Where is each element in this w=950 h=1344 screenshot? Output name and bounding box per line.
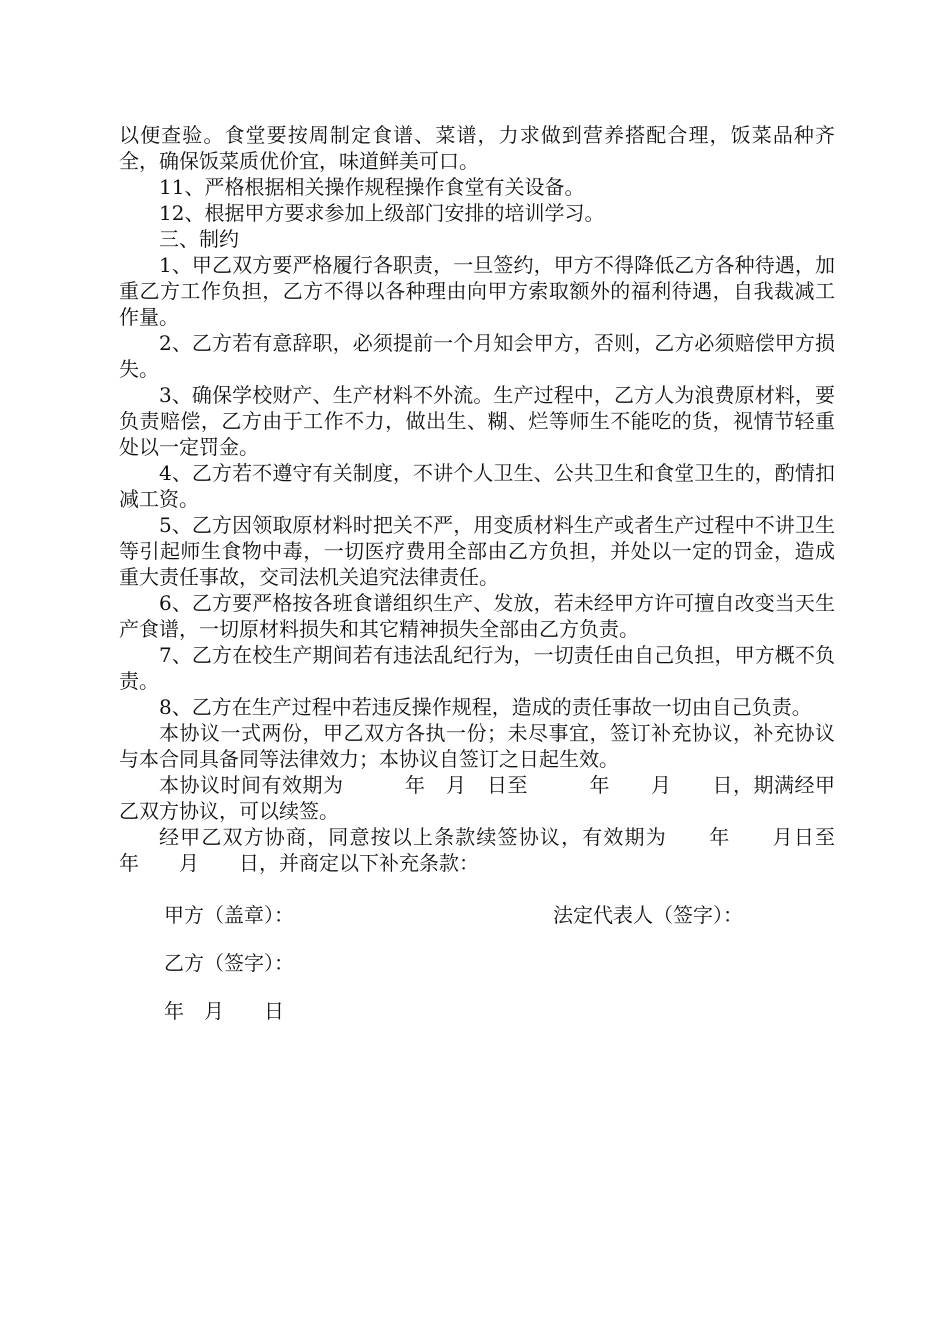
party-a-seal-label: 甲方（盖章）：: [164, 903, 294, 927]
paragraph: 3、确保学校财产、生产材料不外流。生产过程中，乙方人为浪费原材料，要负责赔偿，乙方由于工作不力，做出生、糊、烂等师生不能吃的货，视情节轻重处以一定罚金。: [119, 383, 835, 459]
legal-representative-label: 法定代表人（签字）：: [553, 903, 743, 927]
paragraph: 6、乙方要严格按各班食谱组织生产、发放，若未经甲方许可擅自改变当天生产食谱，一切原材料损失和其它精神损失全部由乙方负责。: [119, 591, 835, 641]
paragraph: 5、乙方因领取原材料时把关不严，用变质材料生产或者生产过程中不讲卫生等引起师生食物中毒，一切医疗费用全部由乙方负担，并处以一定的罚金，造成重大责任事故，交司法机关追究法律责任。: [119, 513, 835, 589]
paragraph: 2、乙方若有意辞职，必须提前一个月知会甲方，否则，乙方必须赔偿甲方损失。: [119, 331, 835, 381]
signature-date: 年 月 日: [164, 999, 284, 1023]
paragraph: 本协议一式两份，甲乙双方各执一份；未尽事宜，签订补充协议，补充协议与本合同具备同等法律效力；本协议自签订之日起生效。: [119, 721, 835, 771]
paragraph: 4、乙方若不遵守有关制度，不讲个人卫生、公共卫生和食堂卫生的，酌情扣减工资。: [119, 461, 835, 511]
paragraph: 本协议时间有效期为 年 月 日至 年 月 日，期满经甲乙双方协议，可以续签。: [119, 773, 835, 823]
paragraph: 11、严格根据相关操作规程操作食堂有关设备。: [159, 175, 585, 199]
party-b-signature-label: 乙方（签字）：: [164, 951, 294, 975]
paragraph: 1、甲乙双方要严格履行各职责，一旦签约，甲方不得降低乙方各种待遇，加重乙方工作负担，乙方不得以各种理由向甲方索取额外的福利待遇，自我裁减工作量。: [119, 253, 835, 329]
paragraph: 7、乙方在校生产期间若有违法乱纪行为，一切责任由自己负担，甲方概不负责。: [119, 643, 835, 693]
paragraph: 经甲乙双方协商，同意按以上条款续签协议，有效期为 年 月日至 年 月 日，并商定以下补充条款：: [119, 825, 875, 875]
signature-block: [119, 876, 835, 1056]
section-heading: 三、制约: [159, 227, 239, 251]
paragraph: 12、根据甲方要求参加上级部门安排的培训学习。: [159, 201, 605, 225]
document-body: [119, 122, 875, 1056]
paragraph: 以便查验。食堂要按周制定食谱、菜谱，力求做到营养搭配合理，饭菜品种齐全，确保饭菜质优价宜，味道鲜美可口。: [119, 123, 835, 173]
paragraph: 8、乙方在生产过程中若违反操作规程，造成的责任事故一切由自己负责。: [159, 695, 812, 719]
